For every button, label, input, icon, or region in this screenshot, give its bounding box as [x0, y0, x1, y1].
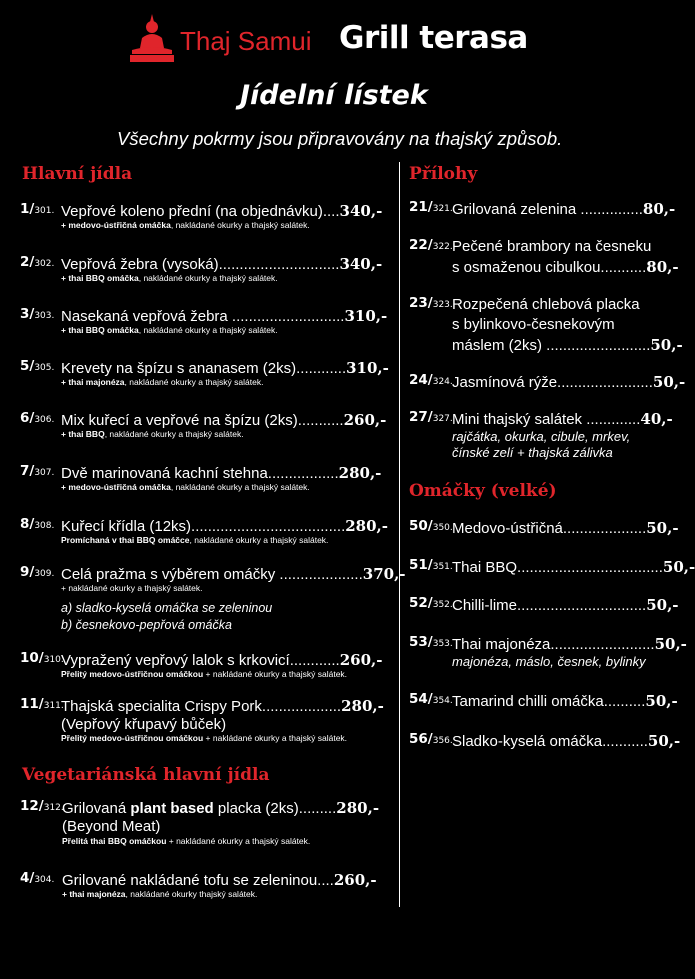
menu-item	[409, 518, 684, 558]
item-price: 40,-	[640, 410, 673, 428]
item-price: 50,-	[654, 635, 687, 653]
item-name	[452, 372, 685, 393]
item-price: 280,-	[336, 799, 380, 817]
item-name	[61, 463, 381, 484]
item-number: 50/350.	[409, 518, 453, 534]
item-name-text: Mix kuřecí a vepřové na špízu (2ks)...........	[61, 412, 344, 429]
item-name-continued	[452, 335, 683, 356]
menu-header	[0, 0, 691, 160]
item-number: 7/307.	[20, 463, 55, 479]
item-description: majonéza, máslo, česnek, bylinky	[452, 654, 646, 669]
item-price: 50,-	[650, 336, 683, 354]
item-code: 351.	[432, 562, 453, 572]
item-name-text: Grilovaná zelenina ...............	[452, 201, 643, 218]
item-name-text: Celá pražma s výběrem omáčky ....................	[61, 566, 363, 583]
item-name	[452, 409, 673, 430]
item-note: + thai majonéza, nakládané okurky thajský salátek.	[62, 889, 258, 899]
item-code: 350.	[432, 523, 453, 533]
item-code: 306.	[34, 415, 55, 425]
item-name-text: máslem (2ks) .........................	[452, 337, 651, 354]
item-code: 305.	[34, 363, 55, 373]
section-title-vegetarian: Vegetariánská hlavní jídla	[22, 765, 270, 785]
item-code: 321.	[432, 204, 453, 214]
item-name-text: Chilli-lime...............................	[452, 597, 647, 614]
item-number: 23/323.	[409, 295, 453, 311]
item-name-text: Thai BBQ...................................	[452, 559, 663, 576]
item-number: 12/312.	[20, 798, 64, 814]
item-name	[452, 595, 679, 616]
item-price: 80,-	[642, 200, 676, 218]
section-title-main: Hlavní jídla	[22, 164, 133, 184]
item-name	[452, 237, 651, 257]
item-name-bold: plant based	[130, 800, 214, 817]
item-name	[452, 731, 680, 752]
item-note: + medovo-ústřičná omáčka, nakládané okurky a thajský salátek.	[61, 482, 310, 492]
item-name-text: Vepřové koleno přední (na objednávku)....	[61, 203, 340, 220]
item-price: 50,-	[647, 732, 681, 750]
item-name-text: Dvě marinovaná kachní stehna.................	[61, 465, 339, 482]
item-price: 50,-	[652, 373, 686, 391]
menu-item	[409, 237, 684, 297]
menu-item	[20, 358, 392, 418]
menu-item	[409, 557, 695, 597]
item-number: 24/324.	[409, 372, 453, 388]
item-name-continued: (Beyond Meat)	[62, 818, 161, 835]
section-title-sauces: Omáčky (velké)	[409, 481, 557, 501]
item-name	[61, 306, 387, 327]
item-name-text: Vypražený vepřový lalok s krkovicí............	[61, 652, 340, 669]
menu-subtitle: Všechny pokrmy jsou připravovány na thajský způsob.	[117, 128, 563, 149]
menu-item	[409, 295, 684, 355]
item-code: 309.	[34, 569, 55, 579]
item-name-text: Grilovaná	[62, 800, 131, 817]
item-name	[62, 798, 379, 819]
item-price: 260,-	[339, 651, 383, 669]
item-code: 303.	[34, 311, 55, 321]
item-number: 1/301.	[20, 201, 55, 217]
item-price: 280,-	[341, 697, 384, 715]
menu-item	[409, 595, 684, 635]
item-price: 340,-	[339, 202, 383, 220]
item-name	[452, 691, 678, 712]
option-b: b) česnekovo-pepřová omáčka	[61, 618, 232, 632]
item-number: 54/354.	[409, 691, 453, 707]
item-code: 312.	[43, 803, 64, 813]
item-note: Přelitý medovo-ústřičnou omáčkou + nakládané okurky a thajský salátek.	[61, 669, 348, 679]
item-code: 301.	[34, 206, 55, 216]
item-price: 280,-	[338, 464, 382, 482]
item-number: 10/310.	[20, 650, 64, 666]
item-number: 3/303.	[20, 306, 55, 322]
option-a: a) sladko-kyselá omáčka se zeleninou	[61, 601, 273, 615]
item-name-text: Krevety na špízu s ananasem (2ks)............	[61, 360, 347, 377]
item-price: 80,-	[646, 258, 679, 276]
menu-item	[409, 634, 687, 674]
item-price: 50,-	[662, 558, 695, 576]
item-code: 323.	[432, 300, 453, 310]
item-number: 6/306.	[20, 410, 55, 426]
item-name-text: Pečené brambory na česneku	[452, 238, 652, 255]
item-name-text: Sladko-kyselá omáčka...........	[452, 733, 648, 750]
item-code: 353.	[432, 639, 453, 649]
item-name	[452, 557, 695, 578]
item-number: 8/308.	[20, 516, 55, 532]
item-name-text: Rozpečená chlebová placka	[452, 296, 640, 313]
item-name-text: Thajská specialita Crispy Pork...................	[61, 698, 342, 715]
item-note: + thai BBQ omáčka, nakládané okurky a thajský salátek.	[61, 325, 278, 335]
item-price: 50,-	[646, 596, 679, 614]
item-code: 354.	[432, 696, 453, 706]
item-name	[61, 201, 382, 222]
menu-item	[20, 306, 392, 366]
item-name-continued: (Vepřový křupavý bůček)	[61, 716, 227, 733]
item-name-text: Thai majonéza.........................	[452, 636, 655, 653]
venue-name: Grill terasa	[339, 20, 528, 56]
item-price: 280,-	[345, 517, 389, 535]
item-code: 310.	[43, 655, 64, 665]
item-number: 52/352.	[409, 595, 453, 611]
item-code: 304.	[34, 875, 55, 885]
menu-item	[20, 696, 392, 756]
item-code: 307.	[34, 468, 55, 478]
item-note: + medovo-ústřičná omáčka, nakládané okurky a thajský salátek.	[61, 220, 310, 230]
item-name	[61, 696, 384, 717]
item-number: 56/356.	[409, 731, 453, 747]
menu-item	[409, 731, 684, 771]
item-name	[61, 410, 386, 431]
item-name-text: Jasmínová rýže.......................	[452, 374, 653, 391]
item-name-text: Kuřecí křídla (12ks).....................................	[61, 518, 346, 535]
item-name-text: Vepřová žebra (vysoká).............................	[61, 256, 340, 273]
page-title: Jídelní lístek	[240, 80, 428, 111]
item-name	[61, 254, 382, 275]
column-divider	[399, 162, 400, 907]
item-price: 310,-	[346, 359, 389, 377]
item-description: rajčátka, okurka, cibule, mrkev,	[452, 429, 631, 444]
menu-item	[409, 409, 684, 469]
menu-item	[20, 798, 392, 858]
menu-item	[409, 691, 684, 731]
menu-item	[20, 564, 406, 632]
item-name-text: Mini thajský salátek .............	[452, 411, 641, 428]
item-number: 27/327.	[409, 409, 453, 425]
menu-item	[20, 410, 392, 470]
item-price: 50,-	[646, 519, 679, 537]
item-price: 260,-	[343, 411, 387, 429]
item-price: 260,-	[333, 871, 377, 889]
item-name-text: s osmaženou cibulkou...........	[452, 259, 647, 276]
menu-item	[20, 870, 392, 930]
item-number: 4/304.	[20, 870, 55, 886]
item-name-text: Medovo-ústřičná....................	[452, 520, 647, 537]
menu-item	[20, 463, 392, 523]
item-name	[452, 518, 679, 539]
item-name	[61, 650, 382, 671]
item-price: 310,-	[344, 307, 388, 325]
menu-item	[20, 254, 392, 314]
menu-item	[20, 201, 392, 261]
item-note: Přelitá thai BBQ omáčkou + nakládané okurky a thajský salátek.	[62, 836, 311, 846]
item-number: 53/353.	[409, 634, 453, 650]
item-note: + thai BBQ omáčka, nakládané okurky a thajský salátek.	[61, 273, 278, 283]
item-name	[452, 634, 687, 655]
item-code: 322.	[432, 242, 453, 252]
item-code: 356.	[432, 736, 453, 746]
item-number: 51/351.	[409, 557, 453, 573]
item-number: 2/302.	[20, 254, 55, 270]
buddha-logo-icon	[130, 14, 174, 62]
item-price: 50,-	[645, 692, 678, 710]
item-code: 302.	[34, 259, 55, 269]
item-name-text: Nasekaná vepřová žebra ...........................	[61, 308, 345, 325]
item-name-text: Grilované nakládané tofu se zeleninou....	[62, 872, 334, 889]
item-number: 11/311.	[20, 696, 64, 712]
item-code: 327.	[432, 414, 453, 424]
item-code: 352.	[432, 600, 453, 610]
item-note: Promíchaná v thai BBQ omáčce, nakládané okurky a thajský salátek.	[61, 535, 329, 545]
item-name	[61, 516, 388, 537]
item-name	[452, 295, 640, 315]
item-name-text: s bylinkovo-česnekovým	[452, 316, 615, 333]
item-note: + nakládané okurky a thajský salátek.	[61, 583, 203, 593]
item-name-continued	[452, 315, 615, 335]
item-number: 5/305.	[20, 358, 55, 374]
item-code: 308.	[34, 521, 55, 531]
item-name	[62, 870, 377, 891]
item-code: 311.	[43, 701, 64, 711]
item-note: + thai BBQ, nakládané okurky a thajský salátek.	[61, 429, 244, 439]
item-name-continued	[452, 257, 679, 278]
item-price: 370,-	[362, 565, 406, 583]
item-name	[61, 358, 389, 379]
item-number: 21/321.	[409, 199, 453, 215]
item-code: 324.	[432, 377, 453, 387]
item-name-text: placka (2ks).........	[213, 800, 337, 817]
item-number: 22/322.	[409, 237, 453, 253]
item-name-text: Tamarind chilli omáčka..........	[452, 693, 646, 710]
brand-name: Thaj Samui	[180, 26, 312, 56]
item-name	[452, 199, 675, 220]
item-note: + thai majonéza, nakládané okurky a thajský salátek.	[61, 377, 264, 387]
item-price: 340,-	[339, 255, 383, 273]
item-note: Přelitý medovo-ústřičnou omáčkou + nakládané okurky a thajský salátek.	[61, 733, 348, 743]
item-description-continued: čínské zelí + thajská zálivka	[452, 445, 613, 460]
item-name	[61, 564, 406, 585]
item-number: 9/309.	[20, 564, 55, 580]
section-title-sides: Přílohy	[409, 164, 478, 184]
